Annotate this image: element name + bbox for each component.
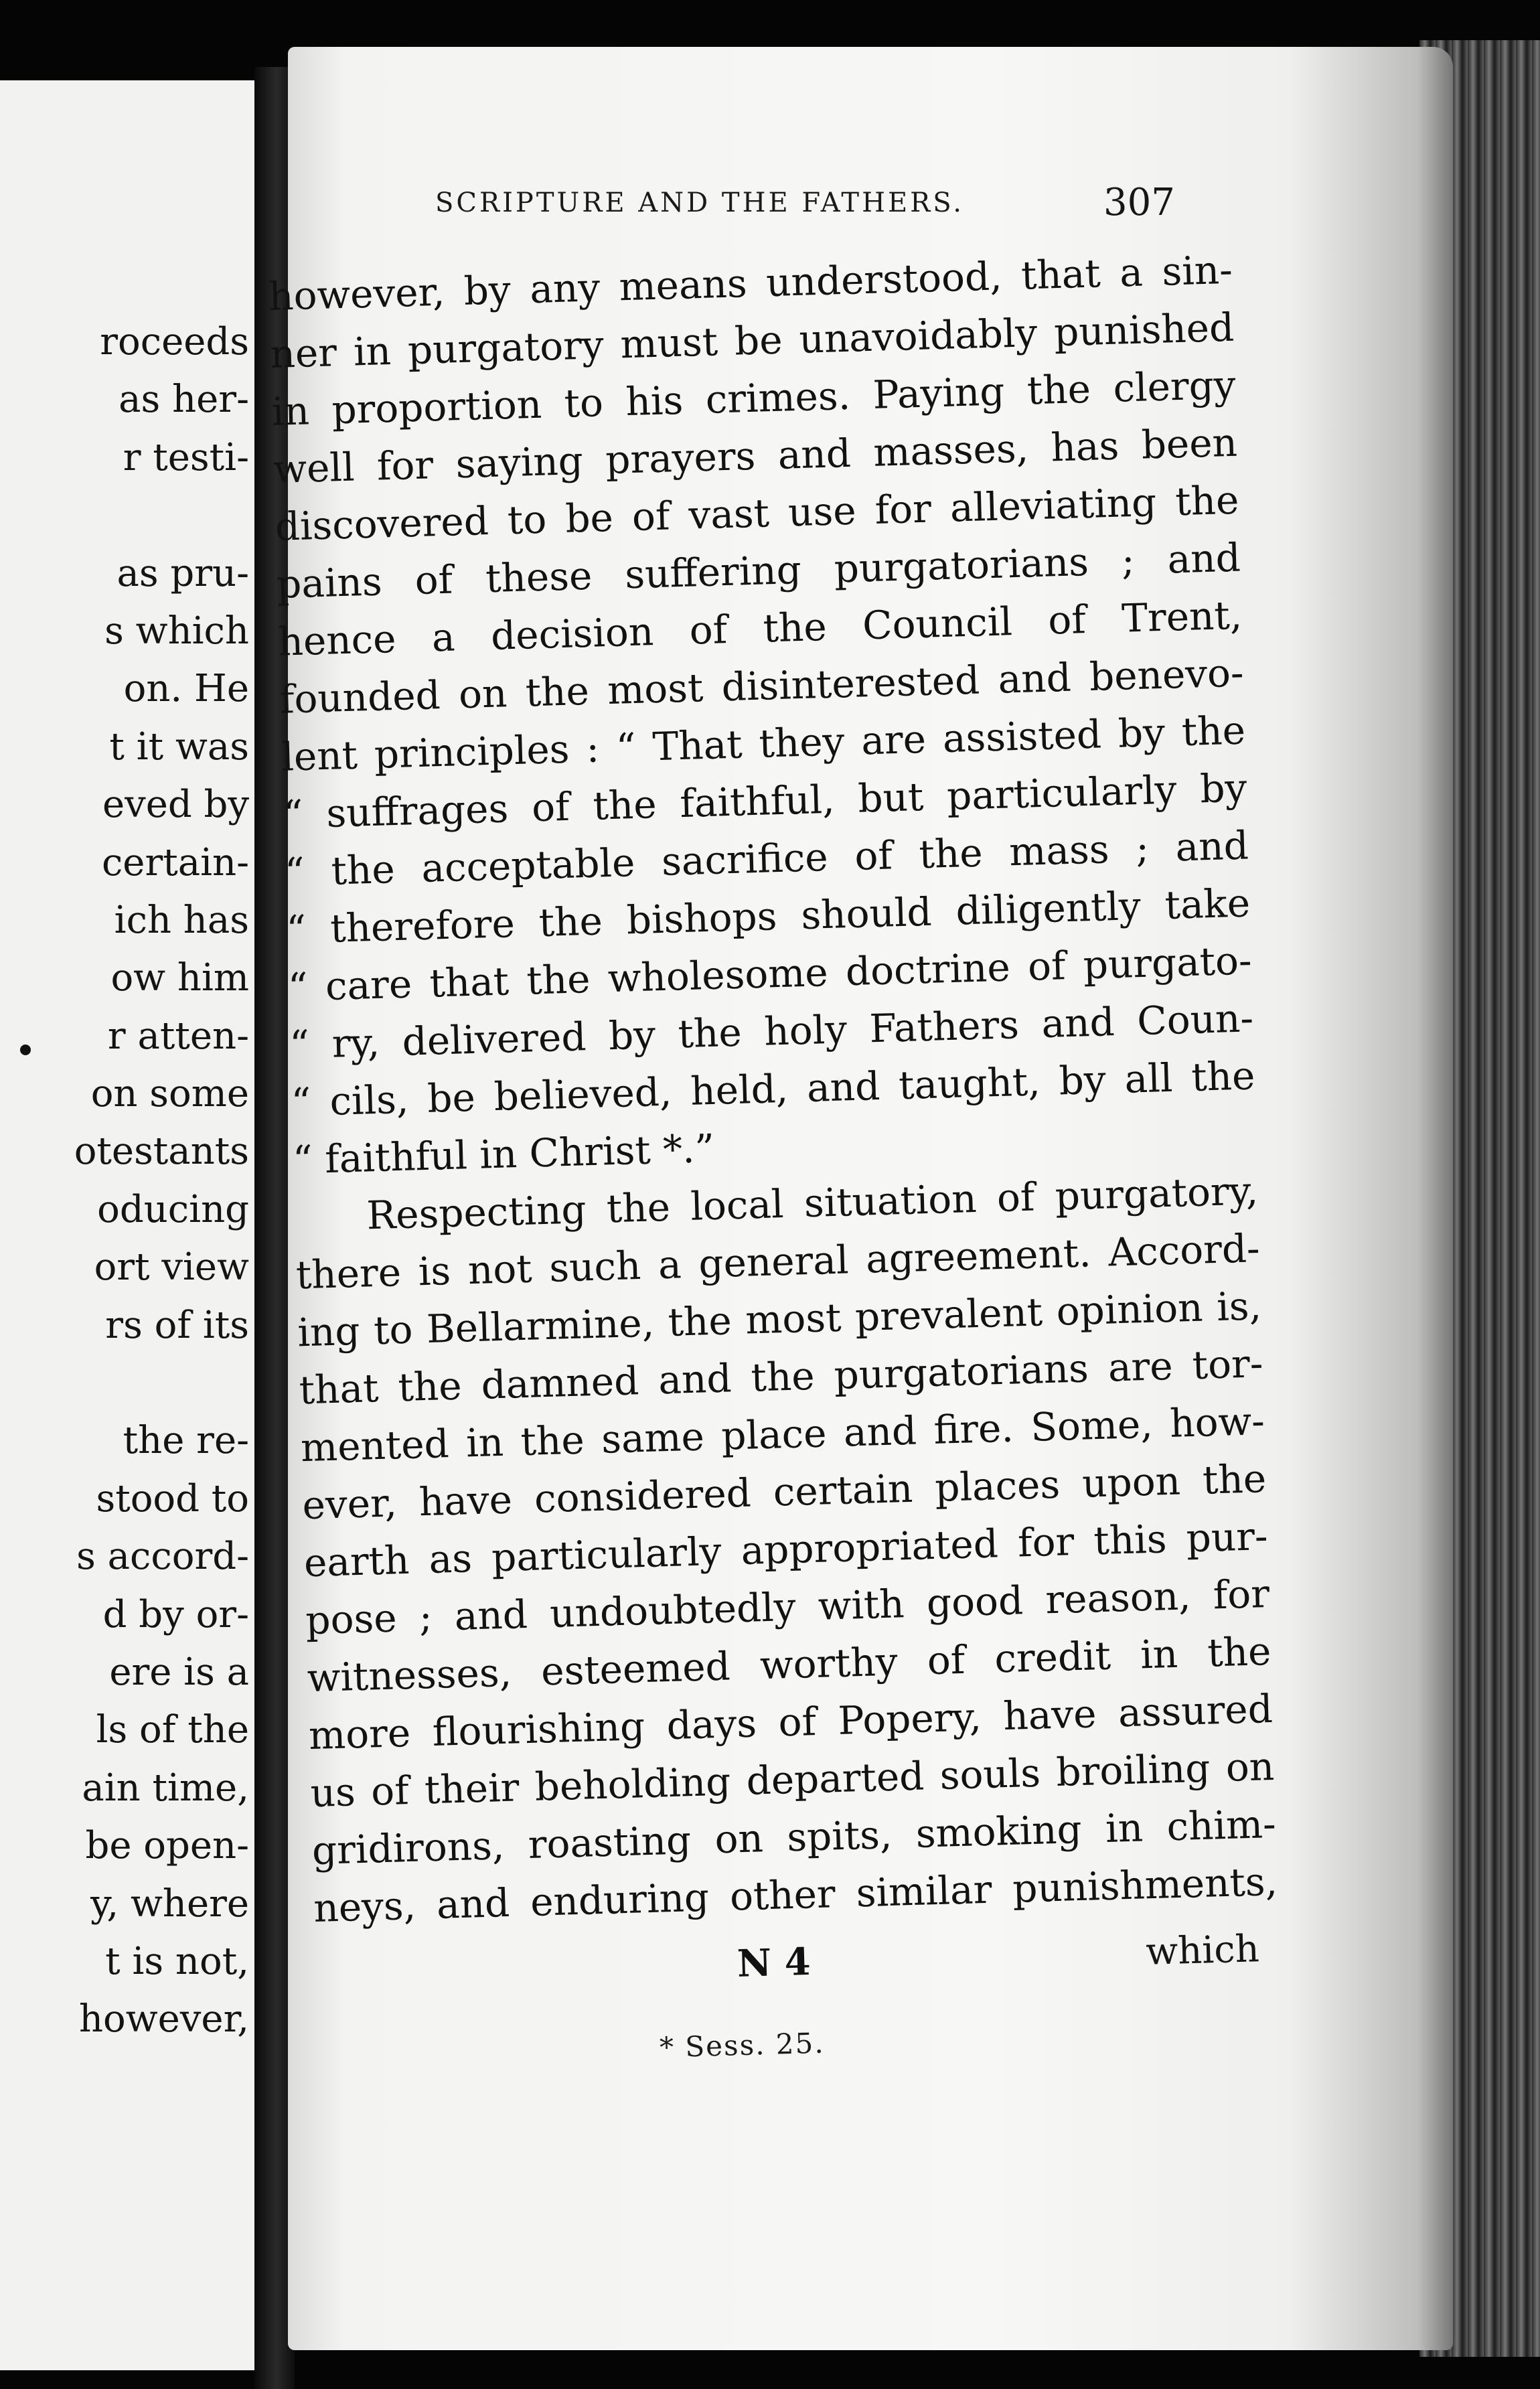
- text-line: founded on the most disinterested and benevo-: [279, 649, 1245, 722]
- left-page-text: [74, 313, 249, 2049]
- running-header: SCRIPTURE AND THE FATHERS.: [435, 187, 964, 218]
- text-line: ner in purgatory must be unavoidably punished: [269, 304, 1235, 377]
- left-line: rs of its: [105, 1303, 249, 1347]
- text-line: neys, and enduring other similar punishments,: [313, 1858, 1278, 1932]
- text-line: however, by any means understood, that a sin-: [268, 246, 1233, 319]
- left-line: y, where: [90, 1881, 249, 1926]
- left-line: otestants: [74, 1130, 249, 1174]
- left-line: [74, 1355, 249, 1412]
- text-line: witnesses, esteemed worthy of credit in the: [306, 1628, 1272, 1701]
- text-line: “ cils, be believed, held, and taught, by all the: [290, 1053, 1256, 1126]
- text-line: that the damned and the purgatorians are tor-: [298, 1340, 1264, 1413]
- footnote: * Sess. 25.: [659, 2026, 826, 2064]
- text-line: well for saying prayers and masses, has been: [273, 419, 1238, 492]
- left-line: on some: [90, 1072, 249, 1116]
- page-number: 307: [1103, 181, 1175, 224]
- left-line: ort view: [94, 1245, 249, 1290]
- text-line: mented in the same place and fire. Some, how-: [300, 1398, 1265, 1471]
- left-line: on. He: [123, 667, 249, 711]
- text-line: hence a decision of the Council of Trent,: [277, 592, 1243, 665]
- left-line: oducing: [97, 1187, 249, 1231]
- left-line: eved by: [102, 783, 249, 827]
- text-line: discovered to be of vast use for alleviating the: [274, 477, 1240, 550]
- text-line: “ therefore the bishops should diligently take: [285, 880, 1251, 953]
- left-line: certain-: [101, 840, 249, 884]
- text-line: us of their beholding departed souls broiling on: [309, 1743, 1276, 1817]
- left-line: t is not,: [105, 1939, 249, 1983]
- text-line: pains of these suffering purgatorians ; and: [276, 534, 1241, 607]
- left-line: as her-: [119, 378, 249, 422]
- text-line: “ faithful in Christ *.”: [292, 1125, 716, 1183]
- text-line: gridirons, roasting on spits, smoking in chim-: [311, 1800, 1277, 1874]
- left-line: stood to: [96, 1476, 249, 1521]
- left-line: the re-: [123, 1419, 249, 1463]
- catchword: which: [1145, 1927, 1260, 1974]
- signature-mark: N 4: [737, 1939, 812, 1986]
- text-line: there is not such a general agreement. Accord-: [295, 1225, 1261, 1298]
- text-line: ing to Bellarmine, the most prevalent opinion is,: [297, 1283, 1262, 1356]
- left-line: [74, 487, 249, 544]
- left-line: however,: [78, 1997, 249, 2041]
- left-line: s which: [104, 609, 249, 653]
- text-line: lent principles : “ That they are assisted by the: [281, 707, 1246, 780]
- left-line: r testi-: [123, 435, 249, 479]
- text-line: in proportion to his crimes. Paying the clergy: [271, 362, 1237, 435]
- left-line: ere is a: [109, 1650, 249, 1694]
- left-line: r atten-: [107, 1014, 249, 1058]
- text-line: “ suffrages of the faithful, but particularly by: [282, 765, 1248, 838]
- text-line: ever, have considered certain places upon the: [301, 1456, 1267, 1529]
- text-line: pose ; and undoubtedly with good reason, for: [305, 1571, 1270, 1644]
- left-line: ow him: [110, 956, 249, 1000]
- left-line: ain time,: [82, 1766, 249, 1810]
- left-line: as pru-: [117, 551, 249, 595]
- text-line: Respecting the local situation of purgatory,: [366, 1168, 1259, 1239]
- text-line: “ the acceptable sacrifice of the mass ; and: [284, 822, 1249, 895]
- body-text: [268, 241, 1278, 1937]
- text-line: earth as particularly appropriated for this pur-: [303, 1513, 1269, 1586]
- text-line: more flourishing days of Popery, have assured: [308, 1685, 1274, 1759]
- left-line: ich has: [114, 898, 249, 942]
- left-line: d by or-: [102, 1592, 249, 1636]
- left-line: ls of the: [96, 1708, 249, 1752]
- left-page: [0, 80, 261, 2370]
- text-line: “ care that the wholesome doctrine of purgato-: [287, 937, 1253, 1010]
- left-line: be open-: [85, 1824, 249, 1868]
- text-line: “ ry, delivered by the holy Fathers and Coun-: [289, 995, 1254, 1068]
- left-line: t it was: [109, 724, 249, 769]
- left-line: roceeds: [100, 320, 249, 364]
- left-line: s accord-: [76, 1535, 249, 1579]
- ink-dot: [20, 1045, 31, 1055]
